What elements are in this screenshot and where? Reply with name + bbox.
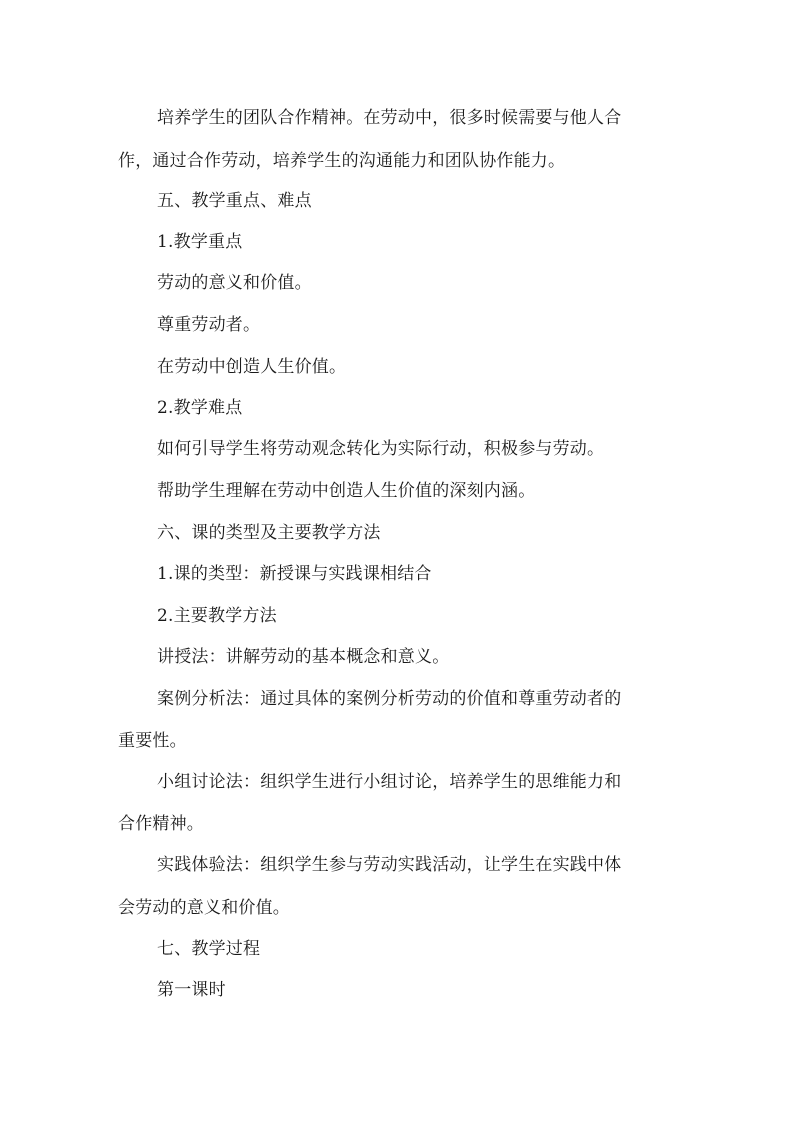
paragraph-line: 重要性。 — [118, 731, 187, 751]
paragraph-line: 实践体验法：组织学生参与劳动实践活动，让学生在实践中体 — [157, 855, 622, 875]
section-heading: 六、课的类型及主要教学方法 — [157, 523, 381, 543]
paragraph-line: 尊重劳动者。 — [157, 315, 261, 335]
subsection-heading: 第一课时 — [157, 980, 226, 1000]
paragraph-line: 培养学生的团队合作精神。在劳动中，很多时候需要与他人合 — [157, 108, 622, 128]
subsection-heading: 1.教学重点 — [157, 232, 243, 252]
paragraph-line: 作，通过合作劳动，培养学生的沟通能力和团队协作能力。 — [118, 151, 566, 171]
section-heading: 七、教学过程 — [157, 939, 261, 959]
paragraph-line: 劳动的意义和价值。 — [157, 273, 312, 293]
paragraph-line: 如何引导学生将劳动观念转化为实际行动，积极参与劳动。 — [157, 439, 605, 459]
paragraph-line: 合作精神。 — [118, 814, 204, 834]
paragraph-line: 帮助学生理解在劳动中创造人生价值的深刻内涵。 — [157, 481, 536, 501]
section-heading: 五、教学重点、难点 — [157, 191, 312, 211]
paragraph-line: 讲授法：讲解劳动的基本概念和意义。 — [157, 647, 450, 667]
subsection-heading: 2.主要教学方法 — [157, 606, 277, 626]
paragraph-line: 案例分析法：通过具体的案例分析劳动的价值和尊重劳动者的 — [157, 689, 622, 709]
paragraph-line: 会劳动的意义和价值。 — [118, 898, 290, 918]
subsection-heading: 1.课的类型：新授课与实践课相结合 — [157, 564, 432, 584]
paragraph-line: 小组讨论法：组织学生进行小组讨论，培养学生的思维能力和 — [157, 772, 622, 792]
paragraph-line: 在劳动中创造人生价值。 — [157, 357, 347, 377]
subsection-heading: 2.教学难点 — [157, 398, 243, 418]
